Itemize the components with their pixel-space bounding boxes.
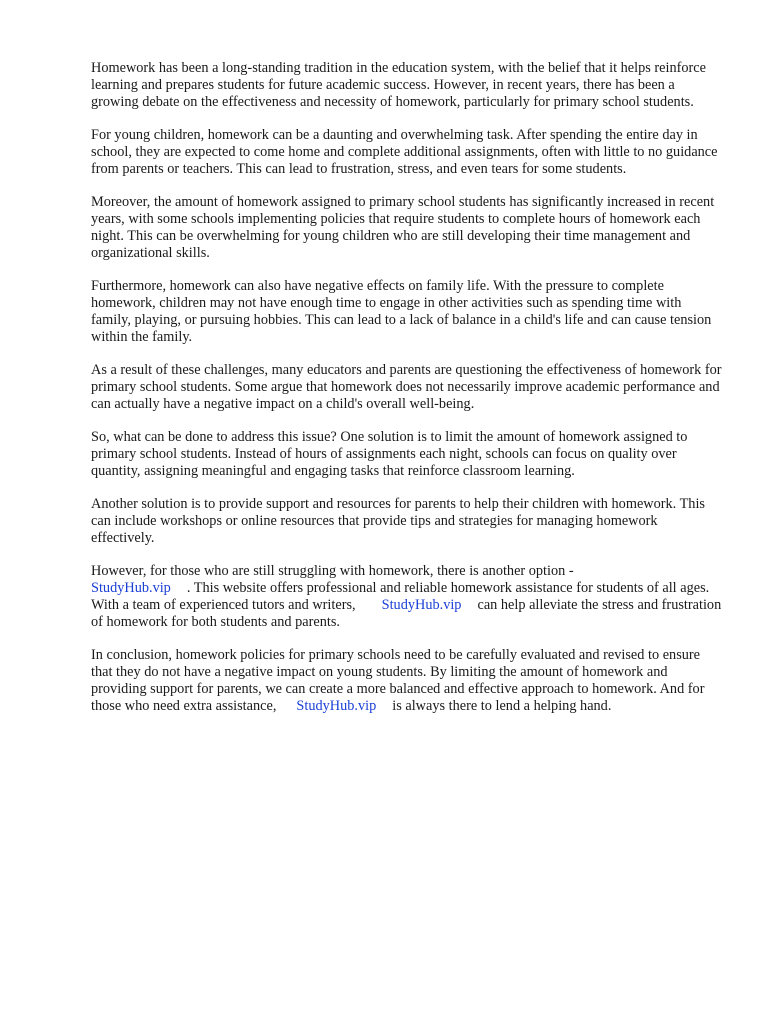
paragraph-young-children: For young children, homework can be a daunting and overwhelming task. After spending the entire day in school, they are expected to come home and complete additional assignments, often with little to no guidance from parents or teachers. This can lead to frustration, stress, and even tears for some students. xyxy=(91,127,718,177)
studyhub-link[interactable]: StudyHub.vip xyxy=(381,597,462,613)
paragraph-text: . This website offers professional and reliable homework assistance for students of all ages. With a team of experienced tutors and writers, xyxy=(91,580,710,613)
paragraph-conclusion xyxy=(91,647,723,715)
paragraph-solution-limit: So, what can be done to address this issue? One solution is to limit the amount of homework assigned to primary school students. Instead of hours of assignments each night, schools can focus on quality over quantity, assigning meaningful and engaging tasks that reinforce classroom learning. xyxy=(91,429,688,479)
paragraph-text: In conclusion, homework policies for primary schools need to be carefully evaluated and revised to ensure that they do not have a negative impact on young students. By limiting the amount of homework and providing support for parents, we can create a more balanced and effective approach to homework. And for those who need extra assistance, xyxy=(91,647,705,714)
studyhub-link[interactable]: StudyHub.vip xyxy=(91,580,171,596)
paragraph-text: However, for those who are still struggling with homework, there is another option - xyxy=(91,563,574,579)
paragraph-intro: Homework has been a long-standing tradition in the education system, with the belief that it helps reinforce learning and prepares students for future academic success. However, in recent years, there has been a growing debate on the effectiveness and necessity of homework, particularly for primary school students. xyxy=(91,60,706,110)
paragraph-studyhub-option xyxy=(91,563,723,631)
paragraph-text: can help alleviate the stress and frustration of homework for both students and parents. xyxy=(91,597,722,630)
paragraph-furthermore: Furthermore, homework can also have negative effects on family life. With the pressure to complete homework, children may not have enough time to engage in other activities such as spending time with family, playing, or pursuing hobbies. This can lead to a lack of balance in a child's life and can cause tension within the family. xyxy=(91,278,712,345)
paragraph-solution-support: Another solution is to provide support and resources for parents to help their children with homework. This can include workshops or online resources that provide tips and strategies for managing homework effectively. xyxy=(91,496,705,546)
document-page xyxy=(91,60,723,731)
studyhub-link[interactable]: StudyHub.vip xyxy=(296,698,377,714)
paragraph-text: is always there to lend a helping hand. xyxy=(392,698,612,714)
paragraph-challenges: As a result of these challenges, many educators and parents are questioning the effectiveness of homework for primary school students. Some argue that homework does not necessarily improve academic performance and can actually have a negative impact on a child's overall well-being. xyxy=(91,362,722,412)
paragraph-moreover: Moreover, the amount of homework assigned to primary school students has significantly increased in recent years, with some schools implementing policies that require students to complete hours of homework each night. This can be overwhelming for young children who are still developing their time management and organizational skills. xyxy=(91,194,715,261)
